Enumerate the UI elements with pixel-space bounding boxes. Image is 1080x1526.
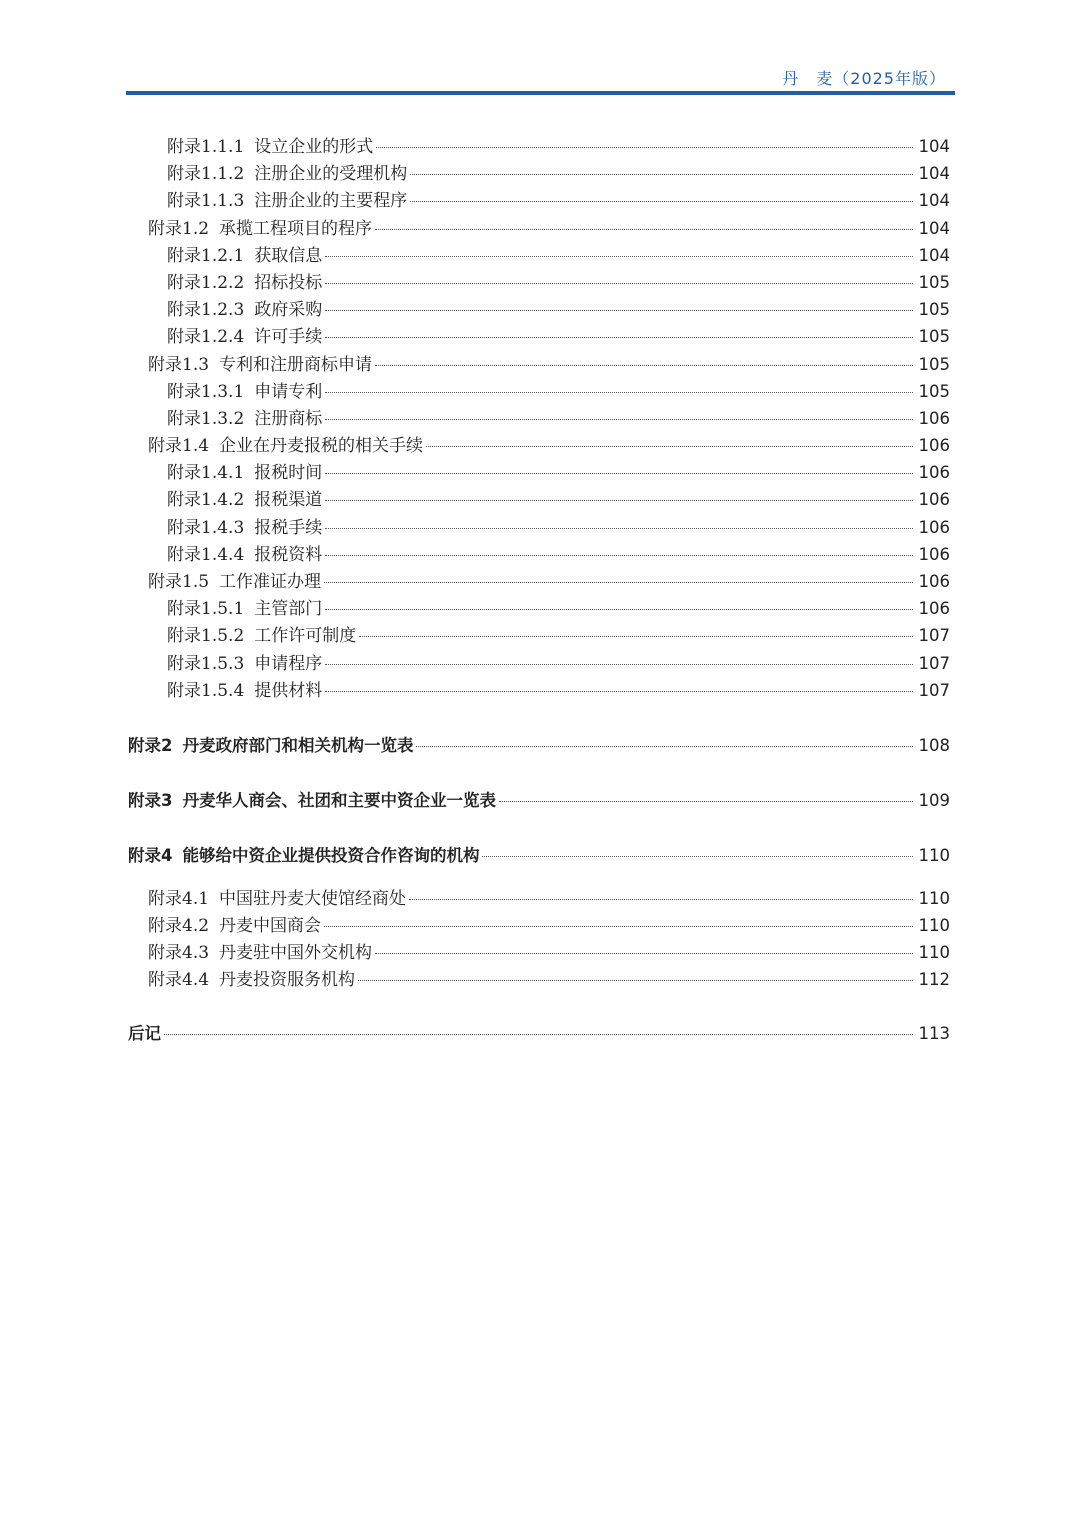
entry-number: 附录4.2 — [148, 915, 210, 936]
entry-number: 附录1.5.4 — [167, 680, 245, 701]
entry-title: 申请程序 — [254, 653, 323, 674]
toc-entry-1-1-2[interactable] — [128, 159, 950, 186]
toc-entry-1-5-2[interactable] — [128, 621, 950, 648]
entry-page: 104 — [918, 218, 950, 238]
toc-entry-appendix-3[interactable] — [128, 787, 950, 814]
entry-title: 中国驻丹麦大使馆经商处 — [219, 888, 407, 909]
entry-page: 106 — [918, 544, 950, 564]
entry-title: 承揽工程项目的程序 — [219, 218, 373, 239]
entry-page: 108 — [918, 735, 950, 755]
dot-leader — [426, 446, 912, 447]
entry-number: 附录3 — [128, 791, 173, 811]
dot-leader — [325, 283, 912, 284]
entry-title: 能够给中资企业提供投资合作咨询的机构 — [182, 846, 480, 866]
spacer — [128, 992, 950, 1020]
toc-entry-1-2-1[interactable] — [128, 241, 950, 268]
entry-page: 106 — [918, 490, 950, 510]
toc-entry-1-2-3[interactable] — [128, 295, 950, 322]
entry-title: 招标投标 — [254, 272, 323, 293]
dot-leader — [325, 310, 912, 311]
entry-title: 注册企业的主要程序 — [254, 191, 408, 212]
entry-number: 附录2 — [128, 735, 173, 755]
entry-title: 报税时间 — [254, 463, 323, 484]
entry-number: 附录1.5.2 — [167, 626, 245, 647]
toc-entry-appendix-4[interactable] — [128, 842, 950, 869]
dot-leader — [409, 899, 912, 900]
entry-page: 105 — [918, 354, 950, 374]
entry-page: 104 — [918, 191, 950, 211]
toc-entry-1-5[interactable] — [128, 567, 950, 594]
toc-entry-4-3[interactable] — [128, 938, 950, 965]
toc-entry-1-5-1[interactable] — [128, 594, 950, 621]
toc-entry-1-4-3[interactable] — [128, 513, 950, 540]
entry-number: 附录1.5.3 — [167, 653, 245, 674]
entry-number: 附录1.3.1 — [167, 381, 245, 402]
dot-leader — [325, 500, 912, 501]
toc-entry-1-4-2[interactable] — [128, 485, 950, 512]
entry-title: 丹麦投资服务机构 — [219, 970, 356, 991]
header-rule — [126, 91, 955, 95]
entry-title: 注册企业的受理机构 — [254, 164, 408, 185]
dot-leader — [482, 856, 912, 857]
toc-entry-1-5-3[interactable] — [128, 649, 950, 676]
entry-page: 106 — [918, 572, 950, 591]
dot-leader — [325, 473, 912, 474]
entry-number: 附录1.1.1 — [167, 137, 245, 157]
entry-page: 106 — [918, 517, 950, 537]
entry-number: 附录1.4.2 — [167, 490, 245, 511]
entry-page: 106 — [918, 436, 950, 456]
dot-leader — [499, 801, 913, 802]
spacer — [128, 703, 950, 732]
entry-page: 107 — [918, 626, 950, 646]
entry-page: 105 — [918, 300, 950, 320]
toc-entry-1-1-3[interactable] — [128, 186, 950, 213]
entry-title: 工作许可制度 — [254, 626, 357, 647]
entry-page: 107 — [918, 680, 950, 700]
entry-page: 110 — [918, 846, 950, 866]
dot-leader — [325, 691, 912, 692]
toc-entry-1-4[interactable] — [128, 431, 950, 458]
entry-number: 附录1.1.3 — [167, 191, 245, 212]
dot-leader — [325, 256, 912, 257]
entry-title: 专利和注册商标申请 — [219, 354, 373, 375]
dot-leader — [325, 392, 912, 393]
entry-number: 附录1.4.3 — [167, 517, 245, 538]
toc-entry-1-2[interactable] — [128, 214, 950, 241]
toc-entry-postscript[interactable] — [128, 1020, 950, 1047]
dot-leader — [325, 609, 912, 610]
entry-number: 附录1.4.1 — [167, 463, 245, 484]
entry-number: 附录1.4.4 — [167, 544, 245, 565]
dot-leader — [324, 582, 912, 583]
dot-leader — [325, 555, 912, 556]
entry-number: 附录4.3 — [148, 942, 210, 963]
entry-page: 113 — [918, 1024, 950, 1044]
dot-leader — [325, 419, 912, 420]
entry-page: 104 — [918, 245, 950, 265]
dot-leader — [376, 147, 912, 148]
entry-title: 申请专利 — [254, 381, 323, 402]
entry-number: 附录1.2.1 — [167, 245, 245, 266]
entry-title: 获取信息 — [254, 245, 323, 266]
entry-page: 106 — [918, 408, 950, 428]
entry-title: 设立企业的形式 — [254, 137, 374, 157]
entry-title: 报税手续 — [254, 517, 323, 538]
entry-number: 附录1.2.3 — [167, 300, 245, 321]
entry-page: 105 — [918, 327, 950, 347]
entry-page: 106 — [918, 463, 950, 483]
dot-leader — [375, 229, 912, 230]
entry-title: 报税资料 — [254, 544, 323, 565]
entry-page: 110 — [918, 942, 950, 962]
entry-number: 附录1.5 — [148, 572, 210, 592]
spacer — [128, 814, 950, 842]
dot-leader — [325, 337, 912, 338]
dot-leader — [358, 980, 912, 981]
toc-entry-1-3-2[interactable] — [128, 404, 950, 431]
entry-number: 附录1.3 — [148, 354, 210, 375]
dot-leader — [325, 664, 912, 665]
toc-entry-1-4-4[interactable] — [128, 540, 950, 567]
entry-title: 提供材料 — [254, 680, 323, 701]
entry-number: 附录4.1 — [148, 888, 210, 909]
entry-number: 附录1.3.2 — [167, 408, 245, 429]
entry-number: 附录1.1.2 — [167, 164, 245, 185]
spacer — [128, 870, 950, 884]
entry-title: 丹麦驻中国外交机构 — [219, 942, 373, 963]
toc-entry-1-1-1[interactable] — [128, 132, 950, 159]
dot-leader — [375, 365, 912, 366]
entry-number: 附录1.4 — [148, 436, 210, 457]
entry-page: 106 — [918, 599, 950, 619]
dot-leader — [410, 174, 912, 175]
entry-title: 注册商标 — [254, 408, 323, 429]
dot-leader — [416, 746, 912, 747]
dot-leader — [325, 528, 912, 529]
dot-leader — [375, 953, 912, 954]
entry-title: 许可手续 — [254, 327, 323, 348]
entry-number: 附录1.2.2 — [167, 272, 245, 293]
entry-title: 后记 — [128, 1024, 161, 1044]
entry-title: 主管部门 — [254, 599, 323, 620]
toc-entry-4-2[interactable] — [128, 911, 950, 938]
entry-page: 104 — [918, 164, 950, 184]
toc-entry-1-3-1[interactable] — [128, 377, 950, 404]
toc-entry-1-2-2[interactable] — [128, 268, 950, 295]
dot-leader — [359, 636, 912, 637]
toc-entry-1-2-4[interactable] — [128, 322, 950, 349]
entry-number: 附录4 — [128, 846, 173, 866]
entry-page: 110 — [918, 915, 950, 935]
entry-title: 企业在丹麦报税的相关手续 — [219, 436, 424, 457]
entry-title: 报税渠道 — [254, 490, 323, 511]
entry-title: 丹麦政府部门和相关机构一览表 — [182, 735, 414, 755]
dot-leader — [164, 1034, 913, 1035]
dot-leader — [410, 201, 912, 202]
entry-title: 丹麦中国商会 — [219, 915, 322, 936]
entry-title: 工作准证办理 — [219, 572, 322, 592]
entry-number: 附录4.4 — [148, 970, 210, 991]
entry-number: 附录1.2.4 — [167, 327, 245, 348]
entry-page: 110 — [918, 888, 950, 908]
entry-title: 政府采购 — [254, 300, 323, 321]
toc-entry-1-4-1[interactable] — [128, 458, 950, 485]
entry-page: 112 — [918, 970, 950, 990]
entry-page: 109 — [918, 791, 950, 811]
entry-title: 丹麦华人商会、社团和主要中资企业一览表 — [182, 791, 496, 811]
entry-page: 104 — [918, 137, 950, 156]
dot-leader — [324, 926, 912, 927]
toc-entry-1-3[interactable] — [128, 350, 950, 377]
table-of-contents — [128, 132, 950, 1047]
entry-number: 附录1.2 — [148, 218, 210, 239]
running-header-title: 丹 麦（2025年版） — [782, 69, 946, 88]
spacer — [128, 759, 950, 787]
toc-entry-1-5-4[interactable] — [128, 676, 950, 703]
toc-entry-4-4[interactable] — [128, 965, 950, 992]
toc-entry-appendix-2[interactable] — [128, 732, 950, 759]
toc-entry-4-1[interactable] — [128, 884, 950, 911]
entry-page: 105 — [918, 381, 950, 401]
entry-page: 105 — [918, 272, 950, 292]
entry-page: 107 — [918, 653, 950, 673]
entry-number: 附录1.5.1 — [167, 599, 245, 620]
